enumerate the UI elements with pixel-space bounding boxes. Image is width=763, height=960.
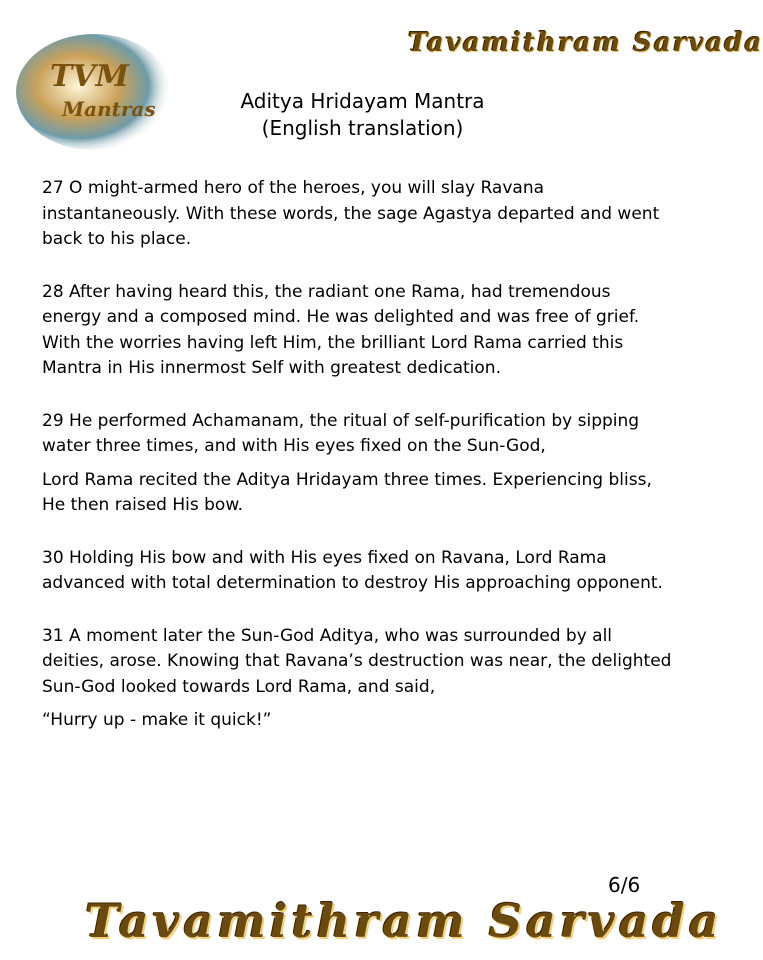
page-number: 6/6 xyxy=(608,873,641,897)
svg-text:Mantras: Mantras xyxy=(62,97,156,121)
verse-31: 31 A moment later the Sun-God Aditya, who was surrounded by all deities, arose. Knowing that Ravana’s destruction was near, the delighted Sun-God looked towards Lord Rama, and said, xyxy=(42,625,672,697)
verse-text xyxy=(42,176,672,734)
verse-30: 30 Holding His bow and with His eyes fixed on Ravana, Lord Rama advanced with total determination to destroy His approaching opponent. xyxy=(42,547,663,593)
title-line-2: (English translation) xyxy=(261,116,464,140)
title-line-1: Aditya Hridayam Mantra xyxy=(240,89,485,113)
verse-31-quote: “Hurry up - make it quick!” xyxy=(42,710,272,730)
tvm-mantras-logo xyxy=(22,30,182,148)
brand-footer: Tavamithram Sarvada xyxy=(85,894,723,948)
svg-text:TVM: TVM xyxy=(50,59,129,94)
verse-29-part-1: 29 He performed Achamanam, the ritual of self-purification by sipping water three times, and with His eyes fixed on the Sun-God, xyxy=(42,410,640,456)
page-title xyxy=(180,88,545,142)
verse-29-part-2: Lord Rama recited the Aditya Hridayam three times. Experiencing bliss, He then raised His bow. xyxy=(42,469,652,515)
verse-28: 28 After having heard this, the radiant one Rama, had tremendous energy and a composed mind. He was delighted and was free of grief. With the worries having left Him, the brilliant Lord Rama carried this Mantra in His innermost Self with greatest dedication. xyxy=(42,281,640,378)
verse-27: 27 O might-armed hero of the heroes, you will slay Ravana instantaneously. With these words, the sage Agastya departed and went back to his place. xyxy=(42,178,660,249)
brand-header: Tavamithram Sarvada xyxy=(408,28,763,58)
